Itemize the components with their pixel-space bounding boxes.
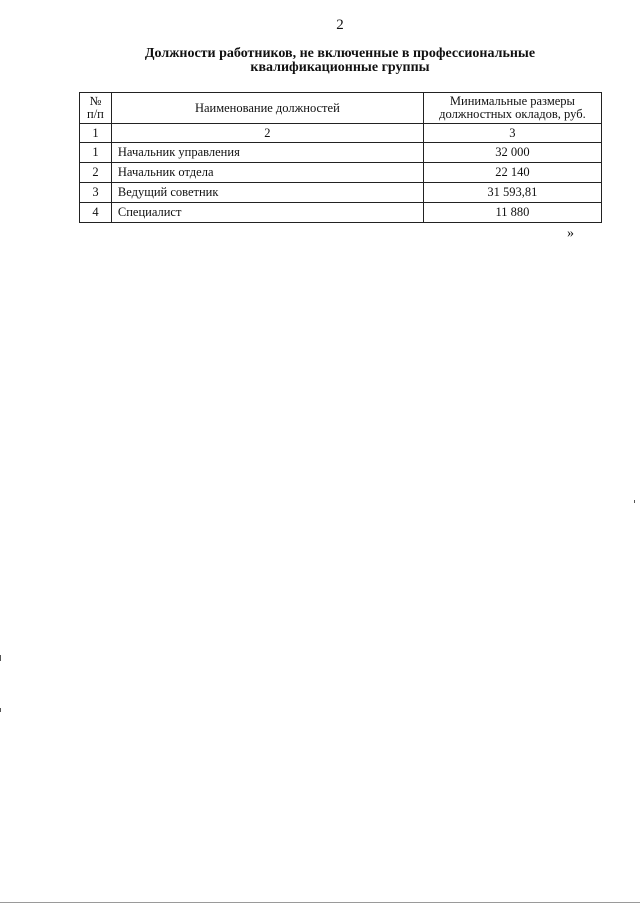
document-title (0, 47, 640, 75)
scan-edge-mark (0, 655, 1, 661)
row-salary: 11 880 (423, 203, 601, 223)
row-position-name: Ведущий советник (111, 183, 423, 203)
row-position-name: Специалист (111, 203, 423, 223)
row-position-name: Начальник отдела (111, 163, 423, 183)
table-row (80, 143, 602, 163)
header-num: № п/п (80, 93, 112, 124)
table-row (80, 183, 602, 203)
row-num: 3 (80, 183, 112, 203)
table-header-row (80, 93, 602, 124)
header-min-salary: Минимальные размеры должностных окладов, руб. (423, 93, 601, 124)
document-title-line-2: квалификационные группы (250, 60, 430, 75)
scan-edge-line (0, 902, 640, 903)
positions-table (79, 92, 602, 223)
header-position-name: Наименование должностей (111, 93, 423, 124)
column-index-cell: 3 (423, 124, 601, 143)
column-index-cell: 1 (80, 124, 112, 143)
column-index-row (80, 124, 602, 143)
row-salary: 22 140 (423, 163, 601, 183)
row-salary: 32 000 (423, 143, 601, 163)
row-salary: 31 593,81 (423, 183, 601, 203)
row-num: 1 (80, 143, 112, 163)
document-title-line-1: Должности работников, не включенные в профессиональные (144, 46, 536, 61)
row-num: 2 (80, 163, 112, 183)
closing-quote: » (567, 226, 574, 241)
scan-edge-mark (634, 500, 635, 503)
table-row (80, 203, 602, 223)
row-num: 4 (80, 203, 112, 223)
row-position-name: Начальник управления (111, 143, 423, 163)
scan-edge-mark (0, 708, 1, 712)
table-row (80, 163, 602, 183)
column-index-cell: 2 (111, 124, 423, 143)
page-number: 2 (336, 17, 344, 33)
